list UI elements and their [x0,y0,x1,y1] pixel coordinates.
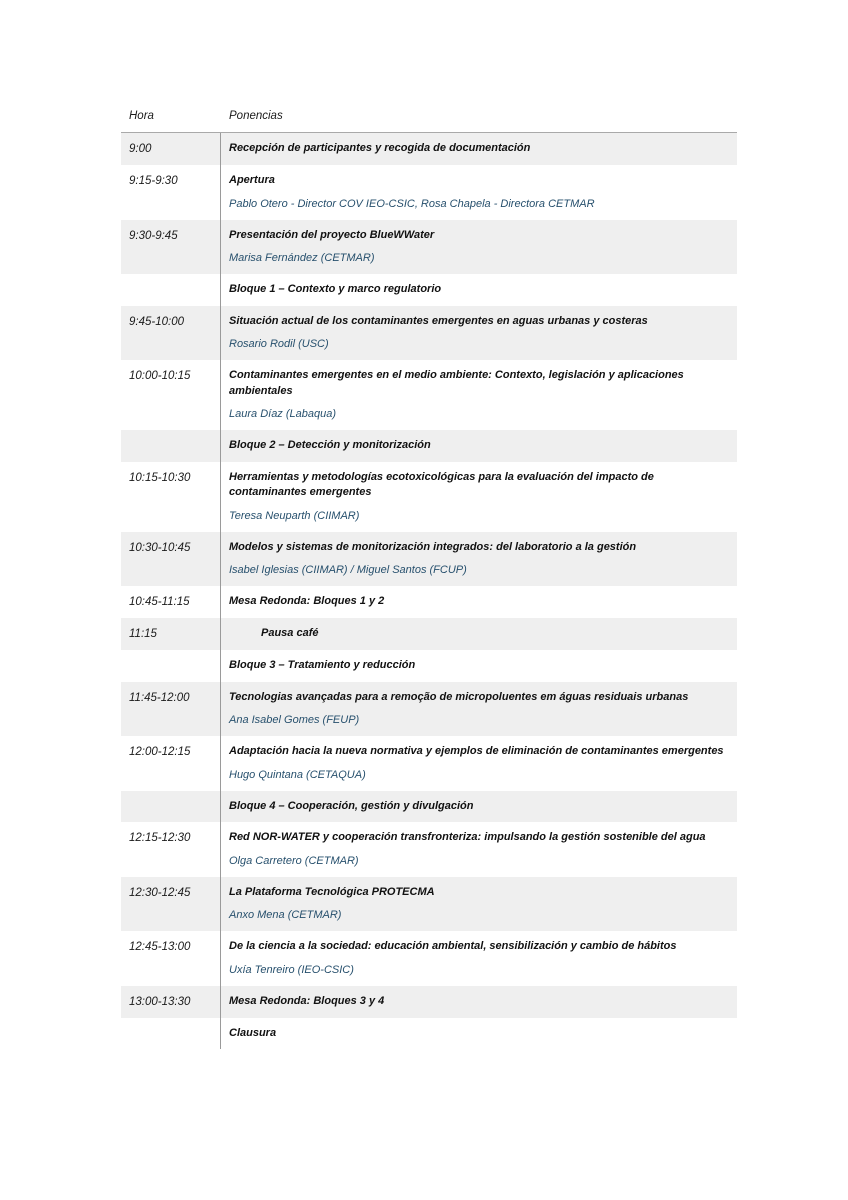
session-time: 12:00-12:15 [129,746,191,758]
session-title: La Plataforma Tecnológica PROTECMA [229,885,435,898]
session-content [221,314,737,353]
session-speaker: Marisa Fernández (CETMAR) [229,252,375,264]
session-time: 10:00-10:15 [129,370,191,382]
header-talks: Ponencias [229,110,283,122]
session-speaker: Teresa Neuparth (CIIMAR) [229,509,360,522]
session-time: 13:00-13:30 [129,995,191,1008]
session-time [121,282,221,298]
agenda-row [121,682,737,737]
session-time [121,799,221,815]
session-time: 10:15-10:30 [129,471,191,484]
session-title: Clausura [229,1026,277,1039]
session-content [221,830,737,869]
session-title: Pausa café [261,627,319,639]
agenda-row [121,736,737,791]
session-title: De la ciencia a la sociedad: educación ambiental, sensibilización y cambio de hábitos [229,940,677,952]
session-content [221,626,737,642]
agenda-row [121,532,737,587]
session-content [221,173,737,212]
session-time: 12:45-13:00 [129,941,191,953]
session-time: 10:30-10:45 [129,541,191,554]
agenda-row [121,618,737,650]
session-title: Bloque 1 – Contexto y marco regulatorio [229,283,442,295]
session-title: Red NOR-WATER y cooperación transfronteriza: impulsando la gestión sostenible del agua [229,831,706,843]
session-content [221,540,737,579]
session-content [221,658,737,674]
agenda-row [121,931,737,986]
agenda-row [121,462,737,532]
session-title: Bloque 4 – Cooperación, gestión y divulgación [229,799,474,812]
agenda-row [121,791,737,823]
agenda-row [121,165,737,220]
session-time: 9:30-9:45 [129,229,178,242]
session-time: 12:15-12:30 [129,832,191,844]
session-speaker: Rosario Rodil (USC) [229,338,329,350]
session-title: Mesa Redonda: Bloques 1 y 2 [229,595,385,607]
session-time [121,1026,221,1042]
session-title: Recepción de participantes y recogida de documentación [229,142,531,154]
session-speaker: Anxo Mena (CETMAR) [229,909,342,921]
session-content [221,228,737,267]
session-speaker: Hugo Quintana (CETAQUA) [229,768,366,781]
agenda-row [121,877,737,932]
session-title: Tecnologias avançadas para a remoção de micropoluentes em águas residuais urbanas [229,690,689,703]
session-title: Presentación del proyecto BlueWWater [229,228,435,241]
session-content [221,799,737,815]
session-content [221,885,737,924]
session-title: Modelos y sistemas de monitorización integrados: del laboratorio a la gestión [229,540,637,553]
agenda-row [121,133,737,165]
session-title: Herramientas y metodologías ecotoxicológicas para la evaluación del impacto de contaminantes emergentes [229,470,654,498]
session-speaker: Laura Díaz (Labaqua) [229,408,337,420]
agenda-row [121,274,737,306]
session-time: 9:15-9:30 [129,175,178,187]
session-speaker: Olga Carretero (CETMAR) [229,854,359,867]
session-speaker: Uxía Tenreiro (IEO-CSIC) [229,963,354,976]
session-speaker: Ana Isabel Gomes (FEUP) [229,714,360,726]
agenda-row [121,1018,737,1050]
agenda-row [121,986,737,1018]
session-content [221,594,737,610]
session-title: Bloque 3 – Tratamiento y reducción [229,659,416,671]
session-speaker: Pablo Otero - Director COV IEO-CSIC, Rosa Chapela - Directora CETMAR [229,197,595,210]
session-time: 11:15 [129,628,157,640]
session-title: Adaptación hacia la nueva normativa y ejemplos de eliminación de contaminantes emergentes [229,745,724,757]
agenda-row [121,220,737,275]
agenda-row [121,430,737,462]
session-content [221,282,737,298]
session-title: Bloque 2 – Detección y monitorización [229,439,431,451]
agenda-rows [121,133,737,1049]
session-content [221,744,737,783]
session-content [221,994,737,1010]
session-title: Mesa Redonda: Bloques 3 y 4 [229,994,385,1007]
session-speaker: Isabel Iglesias (CIIMAR) / Miguel Santos (FCUP) [229,564,467,576]
session-content [221,438,737,454]
agenda-table [121,100,737,1049]
session-time: 12:30-12:45 [129,886,191,899]
agenda-header [121,100,737,133]
session-time: 10:45-11:15 [129,596,190,608]
session-content [221,690,737,729]
header-time: Hora [129,110,154,122]
session-time: 9:45-10:00 [129,315,184,328]
agenda-row [121,306,737,361]
agenda-row [121,360,737,430]
session-time [121,438,221,454]
agenda-row [121,650,737,682]
session-time [121,658,221,674]
session-title: Contaminantes emergentes en el medio ambiente: Contexto, legislación y aplicaciones ambientales [229,369,684,397]
session-content [221,470,737,524]
session-time: 11:45-12:00 [129,691,190,704]
session-content [221,939,737,978]
session-time: 9:00 [129,143,152,155]
session-content [221,1026,737,1042]
session-title: Apertura [229,174,275,186]
agenda-row [121,586,737,618]
session-content [221,141,737,157]
agenda-row [121,822,737,877]
session-content [221,368,737,422]
session-title: Situación actual de los contaminantes emergentes en aguas urbanas y costeras [229,314,648,327]
